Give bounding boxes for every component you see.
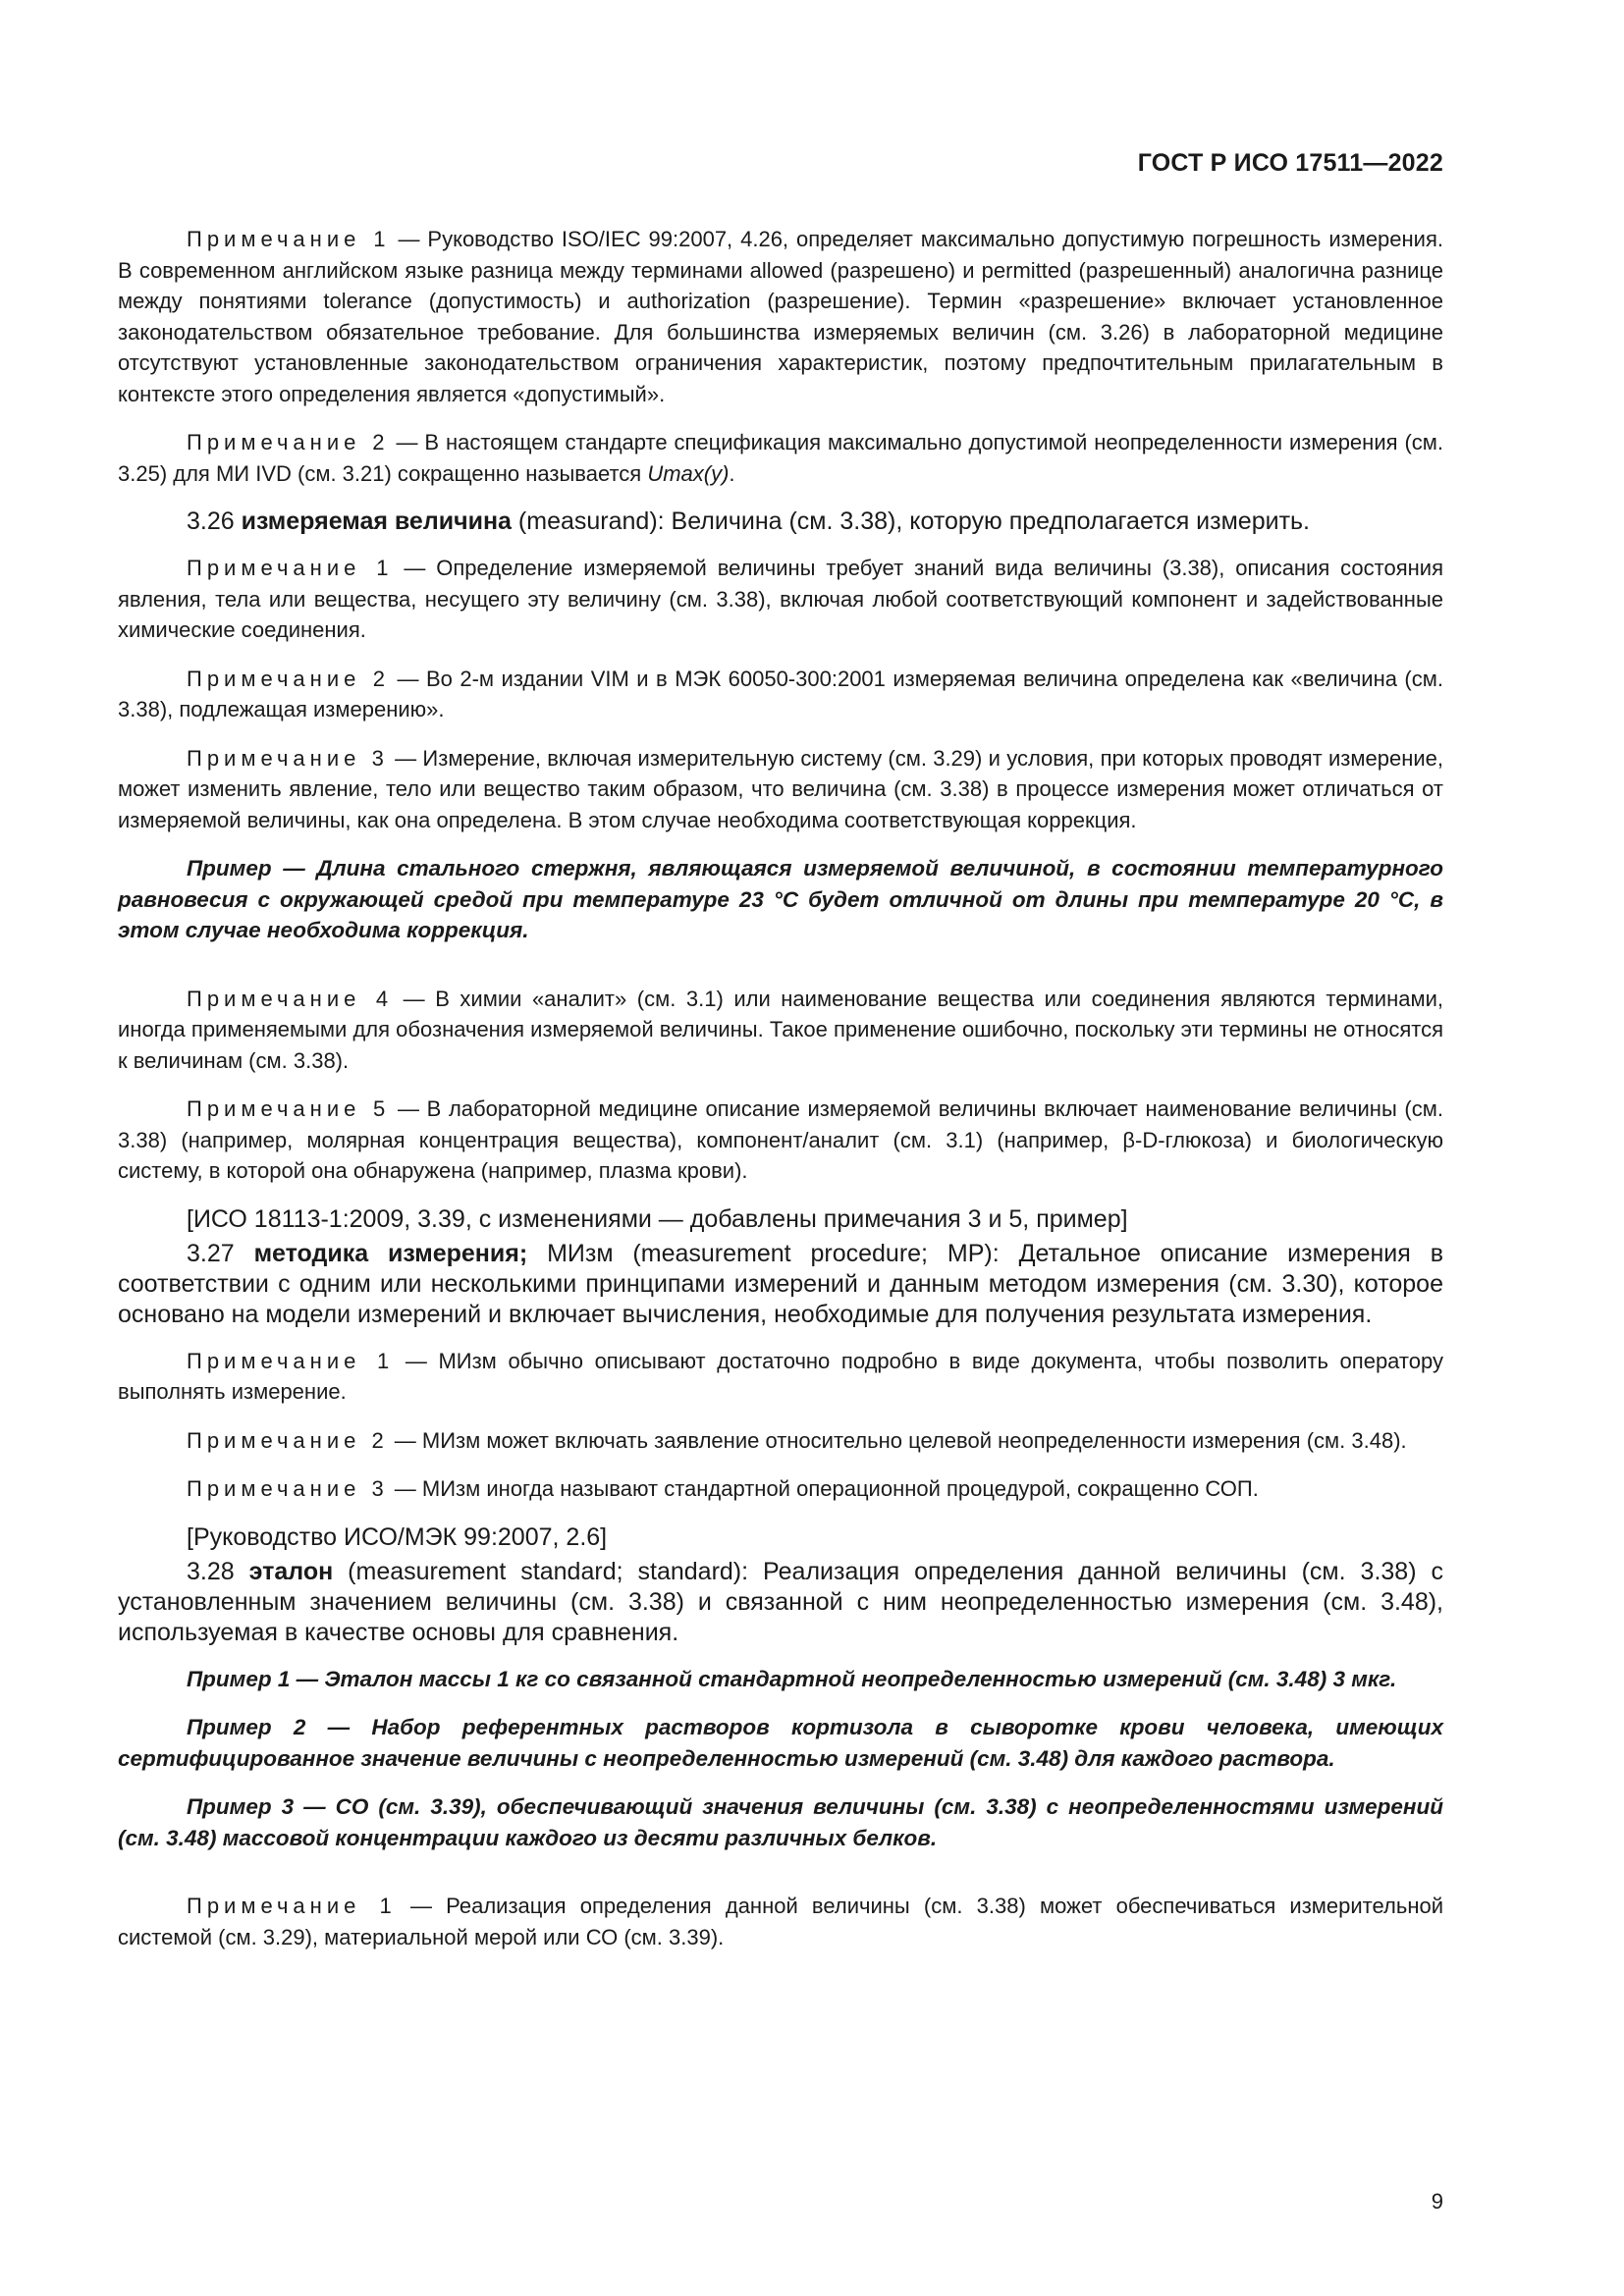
term-definition bbox=[118, 1239, 1443, 1330]
note-label: Примечание 2 bbox=[187, 430, 390, 454]
example-text: Пример 2 — Набор референтных растворов кортизола в сыворотке крови человека, имеющих сертифицированное значение величины с неопределенностью измерений (см. 3.48) для каждого раствора. bbox=[118, 1715, 1443, 1771]
note-text: — МИзм обычно описывают достаточно подробно в виде документа, чтобы позволить оператору выполнять измерение. bbox=[118, 1348, 1443, 1404]
term-number: 3.28 bbox=[187, 1557, 249, 1585]
note-text: — МИзм может включать заявление относительно целевой неопределенности измерения (см. 3.48). bbox=[388, 1427, 1407, 1453]
note-text: — Определение измеряемой величины требует знаний вида величины (3.38), описания состояния явления, тела или вещества, несущего эту величину (см. 3.38), включая любой соответствующий компонент и задействованные химические соединения. bbox=[118, 556, 1443, 642]
term-definition bbox=[118, 507, 1443, 537]
note-text: — Реализация определения данной величины (см. 3.38) может обеспечиваться измерительной системой (см. 3.29), материальной мерой или СО (см. 3.39). bbox=[118, 1894, 1443, 1949]
note-paragraph bbox=[118, 1094, 1443, 1187]
note-text: — В лабораторной медицине описание измеряемой величины включает наименование величины (см. 3.38) (например, молярная концентрация вещества), компонент/аналит (см. 3.1) (например, β-D-глюкоза) и биологическую систему, в которой она обнаружена (например, плазма крови). bbox=[118, 1096, 1443, 1183]
note-text: — Во 2-м издании VIM и в МЭК 60050-300:2001 измеряемая величина определена как «величина (см. 3.38), подлежащая измерению». bbox=[118, 666, 1443, 721]
reference-text: [ИСО 18113-1:2009, 3.39, с изменениями — добавлены примечания 3 и 5, пример] bbox=[187, 1204, 1128, 1233]
standard-code-header: ГОСТ Р ИСО 17511—2022 bbox=[1137, 149, 1443, 177]
source-reference bbox=[118, 1522, 1443, 1553]
example-paragraph bbox=[118, 1712, 1443, 1774]
note-label: Примечание 1 bbox=[187, 1348, 395, 1373]
note-paragraph bbox=[118, 1891, 1443, 1952]
note-label: Примечание 2 bbox=[187, 1427, 389, 1453]
note-label: Примечание 3 bbox=[187, 745, 389, 771]
reference-text: [Руководство ИСО/МЭК 99:2007, 2.6] bbox=[187, 1522, 608, 1551]
note-tail: . bbox=[729, 460, 735, 486]
term-name: методика измерения; bbox=[253, 1239, 528, 1267]
term-name: измеряемая величина bbox=[241, 507, 512, 535]
example-text: Пример — Длина стального стержня, являющаяся измеряемой величиной, в состоянии температурного равновесия с окружающей средой при температуре 23 °С будет отличной от длины при температуре 20 °С, в этом случае необходима коррекция. bbox=[118, 856, 1443, 942]
note-label: Примечание 3 bbox=[187, 1476, 389, 1501]
note-text: — В настоящем стандарте спецификация максимально допустимой неопределенности измерения (см. 3.25) для МИ IVD (см. 3.21) сокращенно называется bbox=[118, 430, 1444, 486]
term-name: эталон bbox=[248, 1557, 334, 1585]
note-text: — МИзм иногда называют стандартной операционной процедурой, сокращенно СОП. bbox=[388, 1476, 1259, 1501]
note-paragraph bbox=[118, 664, 1443, 725]
note-symbol: Umax(y) bbox=[647, 460, 730, 486]
note-paragraph bbox=[118, 1346, 1443, 1408]
note-label: Примечание 1 bbox=[187, 556, 394, 580]
note-paragraph bbox=[118, 1425, 1443, 1457]
example-text: Пример 3 — СО (см. 3.39), обеспечивающий значения величины (см. 3.38) с неопределенностями измерений (см. 3.48) массовой концентрации каждого из десяти различных белков. bbox=[118, 1794, 1443, 1850]
note-text: — Руководство ISO/IEC 99:2007, 4.26, определяет максимально допустимую погрешность измерения. В современном английском языке разница между терминами allowed (разрешено) и permitted (разрешенный) аналогична разнице между понятиями tolerance (допустимость) и authorization (разрешение). Термин «разрешение» включает установленное законодательством обязательное требование. Для большинства измеряемых величин (см. 3.26) в лабораторной медицине отсутствуют установленные законодательством ограничения характеристик, поэтому предпочтительным прилагательным в контексте этого определения является «допустимый». bbox=[118, 227, 1443, 406]
note-text: — В химии «аналит» (см. 3.1) или наименование вещества или соединения являются терминами, иногда применяемыми для обозначения измеряемой величины. Такое применение ошибочно, поскольку эти термины не относятся к величинам (см. 3.38). bbox=[118, 986, 1444, 1073]
note-label: Примечание 5 bbox=[187, 1096, 391, 1121]
example-paragraph bbox=[118, 1664, 1443, 1695]
note-label: Примечание 1 bbox=[187, 1894, 397, 1918]
note-paragraph bbox=[118, 427, 1443, 489]
example-text: Пример 1 — Эталон массы 1 кг со связанной стандартной неопределенностью измерений (см. 3.48) 3 мкг. bbox=[187, 1666, 1397, 1691]
note-paragraph bbox=[118, 984, 1443, 1077]
term-text: (measurement standard; standard): Реализация определения данной величины (см. 3.38) с установленным значением величины (см. 3.38) и связанной с ним неопределенностью измерения (см. 3.48), используемая в качестве основы для сравнения. bbox=[118, 1557, 1443, 1646]
term-text: (measurand): Величина (см. 3.38), которую предполагается измерить. bbox=[511, 507, 1310, 535]
term-text: МИзм (measurement procedure; MP): Детальное описание измерения в соответствии с одним или несколькими принципами измерений и данным методом измерения (см. 3.30), которое основано на модели измерений и включает вычисления, необходимые для получения результата измерения. bbox=[118, 1239, 1443, 1328]
note-text: — Измерение, включая измерительную систему (см. 3.29) и условия, при которых проводят измерение, может изменить явление, тело или вещество таким образом, что величина (см. 3.38) в процессе измерения может отличаться от измеряемой величины, как она определена. В этом случае необходима соответствующая коррекция. bbox=[118, 745, 1443, 832]
term-number: 3.27 bbox=[187, 1239, 254, 1267]
note-label: Примечание 1 bbox=[187, 227, 391, 251]
source-reference bbox=[118, 1204, 1443, 1235]
note-label: Примечание 2 bbox=[187, 666, 391, 691]
note-paragraph bbox=[118, 224, 1443, 409]
page-number: 9 bbox=[1431, 2189, 1443, 2214]
note-paragraph bbox=[118, 553, 1443, 646]
term-definition bbox=[118, 1557, 1443, 1648]
note-label: Примечание 4 bbox=[187, 986, 394, 1011]
note-paragraph bbox=[118, 743, 1443, 836]
note-paragraph bbox=[118, 1473, 1443, 1505]
example-paragraph bbox=[118, 853, 1443, 946]
term-number: 3.26 bbox=[187, 507, 242, 535]
example-paragraph bbox=[118, 1791, 1443, 1853]
document-body bbox=[118, 224, 1443, 1970]
